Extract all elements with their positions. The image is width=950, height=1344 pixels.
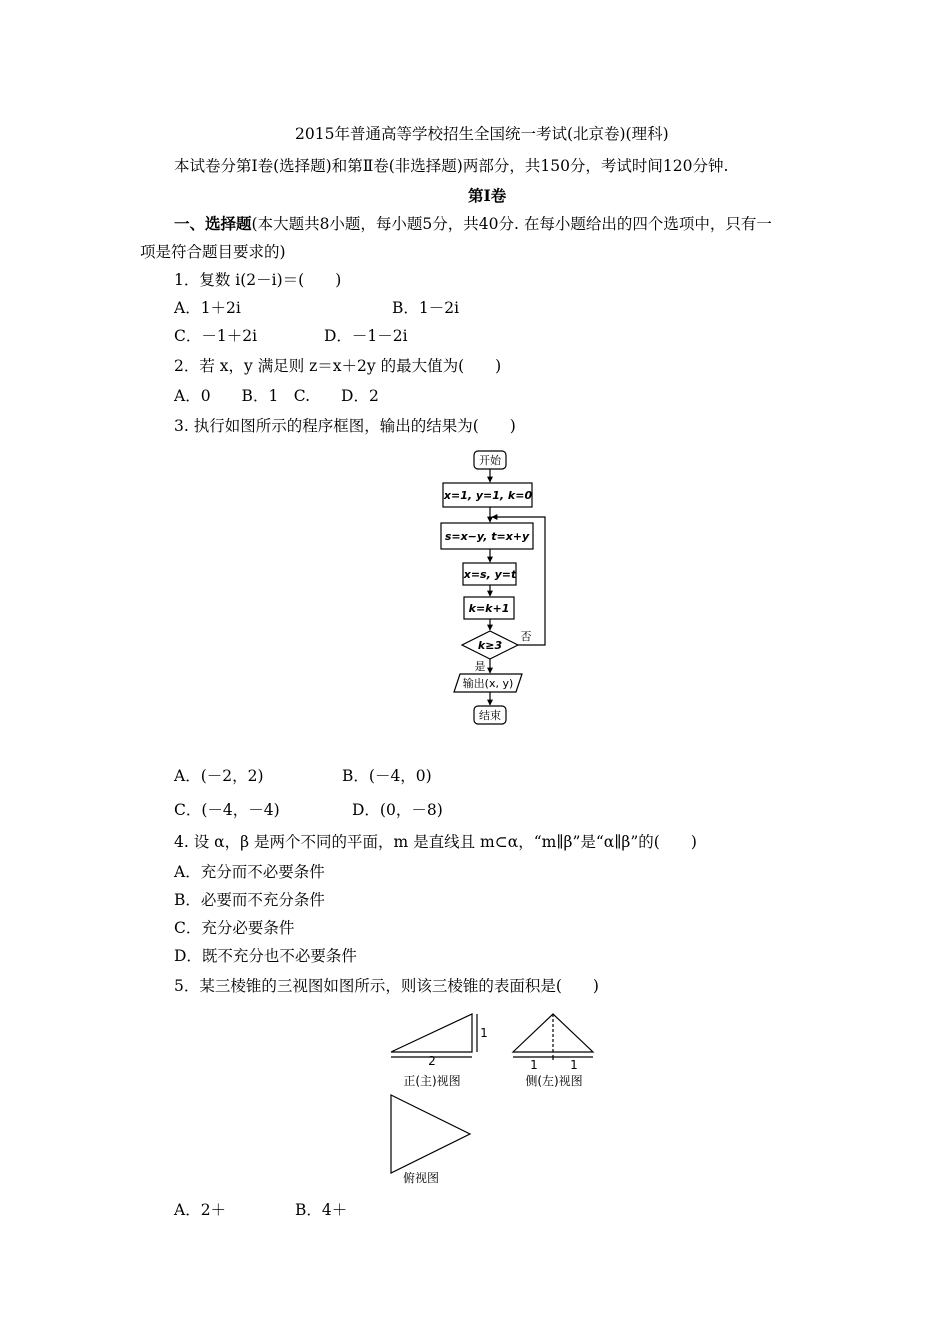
q3-option-d: D．(0，－8) xyxy=(352,801,443,819)
exam-intro: 本试卷分第Ⅰ卷(选择题)和第Ⅱ卷(非选择题)两部分，共150分，考试时间120分钟. xyxy=(174,157,729,175)
flow-init-label: x=1, y=1, k=0 xyxy=(443,489,533,502)
q5-option-b: B．4＋ xyxy=(295,1201,348,1219)
q3-option-b: B．(－4，0) xyxy=(342,767,432,785)
q4-option-a: A．充分而不必要条件 xyxy=(174,863,325,881)
part-heading-label: 一、选择题 xyxy=(174,214,252,233)
q1-option-b: B．1－2i xyxy=(392,299,460,317)
q4-stem: 4. 设 α，β 是两个不同的平面，m 是直线且 m⊂α，“m∥β”是“α∥β”的( ) xyxy=(174,833,697,851)
section-heading: 第Ⅰ卷 xyxy=(468,186,507,205)
q1-option-c: C．－1＋2i xyxy=(174,327,258,345)
front-view-label: 正(主)视图 xyxy=(403,1074,461,1088)
top-view-label: 俯视图 xyxy=(402,1171,440,1185)
flow-condition-label: k≥3 xyxy=(477,639,503,652)
side-left-label: 1 xyxy=(530,1058,538,1072)
top-view-triangle xyxy=(391,1095,470,1173)
side-right-label: 1 xyxy=(570,1058,578,1072)
q1-option-a: A．1＋2i xyxy=(174,299,241,317)
flow-yes-label: 是 xyxy=(474,660,486,673)
q3-stem: 3. 执行如图所示的程序框图，输出的结果为( ) xyxy=(174,417,516,435)
q1-stem: 1．复数 i(2－i)＝( ) xyxy=(174,271,342,289)
q3-option-c: C．(－4，－4) xyxy=(174,801,280,819)
flow-step3-label: k=k+1 xyxy=(468,602,510,615)
exam-title: 2015年普通高等学校招生全国统一考试(北京卷)(理科) xyxy=(295,125,669,143)
flow-start-label: 开始 xyxy=(479,454,501,467)
q2-stem: 2．若 x，y 满足则 z＝x＋2y 的最大值为( ) xyxy=(174,357,502,375)
q5-stem: 5．某三棱锥的三视图如图所示，则该三棱锥的表面积是( ) xyxy=(174,977,599,995)
q2-options: A．0 B．1 C. D．2 xyxy=(174,387,379,405)
q4-option-b: B．必要而不充分条件 xyxy=(174,891,325,909)
flow-no-label: 否 xyxy=(520,630,532,643)
flow-end-label: 结束 xyxy=(479,709,501,722)
q1-option-d: D．－1－2i xyxy=(324,327,408,345)
side-view-label: 侧(左)视图 xyxy=(525,1074,583,1088)
q5-option-a: A．2＋ xyxy=(174,1201,227,1219)
front-width-label: 2 xyxy=(428,1054,436,1068)
q3-option-a: A．(－2，2) xyxy=(174,767,264,785)
flow-step2-label: x=s, y=t xyxy=(463,568,517,581)
front-view-triangle xyxy=(391,1014,472,1052)
q4-option-d: D．既不充分也不必要条件 xyxy=(174,947,357,965)
part-heading-line2: 项是符合题目要求的) xyxy=(140,243,286,261)
flow-step1-label: s=x−y, t=x+y xyxy=(444,530,530,543)
front-height-label: 1 xyxy=(480,1026,488,1040)
q4-option-c: C．充分必要条件 xyxy=(174,919,295,937)
flow-output-label: 输出(x, y) xyxy=(462,677,514,690)
part-heading-text: (本大题共8小题，每小题5分，共40分. 在每小题给出的四个选项中，只有一 xyxy=(251,215,772,233)
